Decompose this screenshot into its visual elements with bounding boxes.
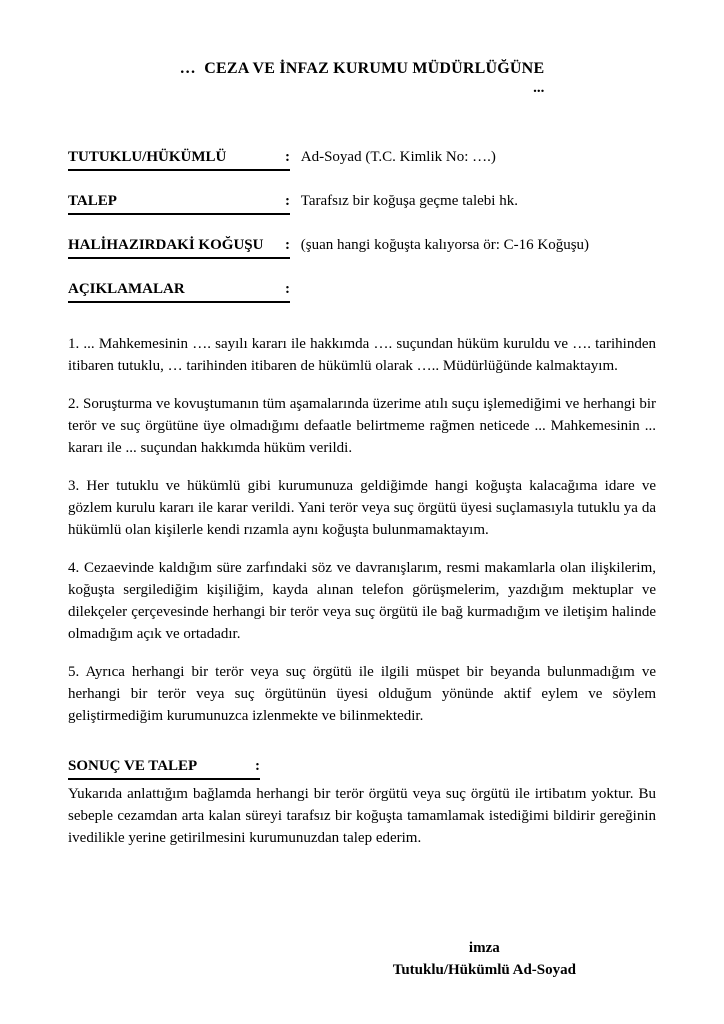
field-row-talep bbox=[68, 190, 656, 215]
field-label-text: TUTUKLU/HÜKÜMLÜ bbox=[68, 149, 227, 165]
title-block bbox=[180, 58, 545, 96]
conclusion-heading-row bbox=[68, 755, 656, 780]
field-label-aciklamalar bbox=[68, 278, 290, 303]
field-label-text: AÇIKLAMALAR bbox=[68, 281, 185, 297]
title-dots: ... bbox=[533, 80, 545, 96]
document-title: … CEZA VE İNFAZ KURUMU MÜDÜRLÜĞÜNE bbox=[179, 60, 545, 77]
field-colon: : bbox=[285, 281, 290, 297]
field-value-tutuklu-hukumlu: Ad-Soyad (T.C. Kimlik No: ….) bbox=[300, 149, 496, 165]
paragraph-5: 5. Ayrıca herhangi bir terör veya suç örgütü ile ilgili müspet bir beyanda bulunmadığım ve herhangi bir terör veya suç örgütünün üyesi olduğum yönünde aktif eylem ve söylem geliştirmediğim kurumunuzca izlenmekte ve bilinmektedir. bbox=[68, 664, 656, 724]
field-row-tutuklu-hukumlu bbox=[68, 146, 656, 171]
conclusion-body: Yukarıda anlattığım bağlamda herhangi bir terör örgütü veya suç örgütü ile irtibatım yoktur. Bu sebeple cezamdan arta kalan süreyi tarafsız bir koğuşta tamamlamak istediğimi bildirir gereğinin ivedilikle yerine getirilmesini kurumunuzdan talep ederim. bbox=[68, 786, 656, 846]
conclusion-label-text: SONUÇ VE TALEP bbox=[68, 758, 198, 774]
field-label-text: TALEP bbox=[68, 193, 117, 209]
field-label-text: HALİHAZIRDAKİ KOĞUŞU bbox=[68, 237, 264, 253]
document-content bbox=[68, 58, 656, 981]
conclusion-label bbox=[68, 755, 260, 780]
paragraph-1: 1. ... Mahkemesinin …. sayılı kararı ile hakkımda …. suçundan hüküm kuruldu ve …. tarihinden itibaren tutuklu, … tarihinden itibaren de hükümlü olarak ….. Müdürlüğünde kalmaktayım. bbox=[68, 336, 656, 374]
field-colon: : bbox=[285, 193, 290, 209]
conclusion-colon: : bbox=[255, 758, 260, 774]
field-row-aciklamalar bbox=[68, 278, 656, 303]
signature-imza: imza bbox=[468, 940, 500, 956]
paragraph-2: 2. Soruşturma ve kovuştumanın tüm aşamalarında üzerime atılı suçu işlemediğimi ve herhangi bir terör ve suç örgütüne üye olmadığımı defaatle belirtmeme rağmen neticede ... Mahkemesinin ... kararı ile ... suçundan hakkımda hüküm verildi. bbox=[68, 396, 656, 456]
conclusion-section bbox=[68, 755, 656, 849]
field-colon: : bbox=[285, 149, 290, 165]
paragraph-4: 4. Cezaevinde kaldığım süre zarfındaki söz ve davranışlarım, resmi makamlarla olan ilişkilerim, koğuşta sergilediğim kişiliğim, kayda alınan telefon görüşmelerim, yazdığım mektuplar ve dilekçeler çerçevesinde herhangi bir terör veya suç örgütü ile bağ kurmadığım ve iletişim halinde olmadığım açık ve ortadadır. bbox=[68, 560, 656, 642]
field-value-talep: Tarafsız bir koğuşa geçme talebi hk. bbox=[300, 193, 518, 209]
field-label-tutuklu-hukumlu bbox=[68, 146, 290, 171]
field-label-halihazirdaki-kogusu bbox=[68, 234, 290, 259]
field-label-talep bbox=[68, 190, 290, 215]
field-colon: : bbox=[285, 237, 290, 253]
paragraph-3: 3. Her tutuklu ve hükümlü gibi kurumunuza geldiğimde hangi koğuşta kalacağıma idare ve gözlem kurulu kararı ile karar verildi. Yani terör veya suç örgütü üyesi suçlamasıyla tutuklu ya da hükümlü olan kişilerle kendi rızamla aynı koğuşta bulunmamaktayım. bbox=[68, 478, 656, 538]
field-row-halihazirdaki-kogusu bbox=[68, 234, 656, 259]
explanations-section bbox=[68, 333, 656, 727]
field-rows bbox=[68, 146, 656, 303]
signature-name: Tutuklu/Hükümlü Ad-Soyad bbox=[392, 962, 576, 978]
signature-block bbox=[393, 937, 576, 981]
field-value-halihazirdaki-kogusu: (şuan hangi koğuşta kalıyorsa ör: C-16 Koğuşu) bbox=[300, 237, 590, 253]
